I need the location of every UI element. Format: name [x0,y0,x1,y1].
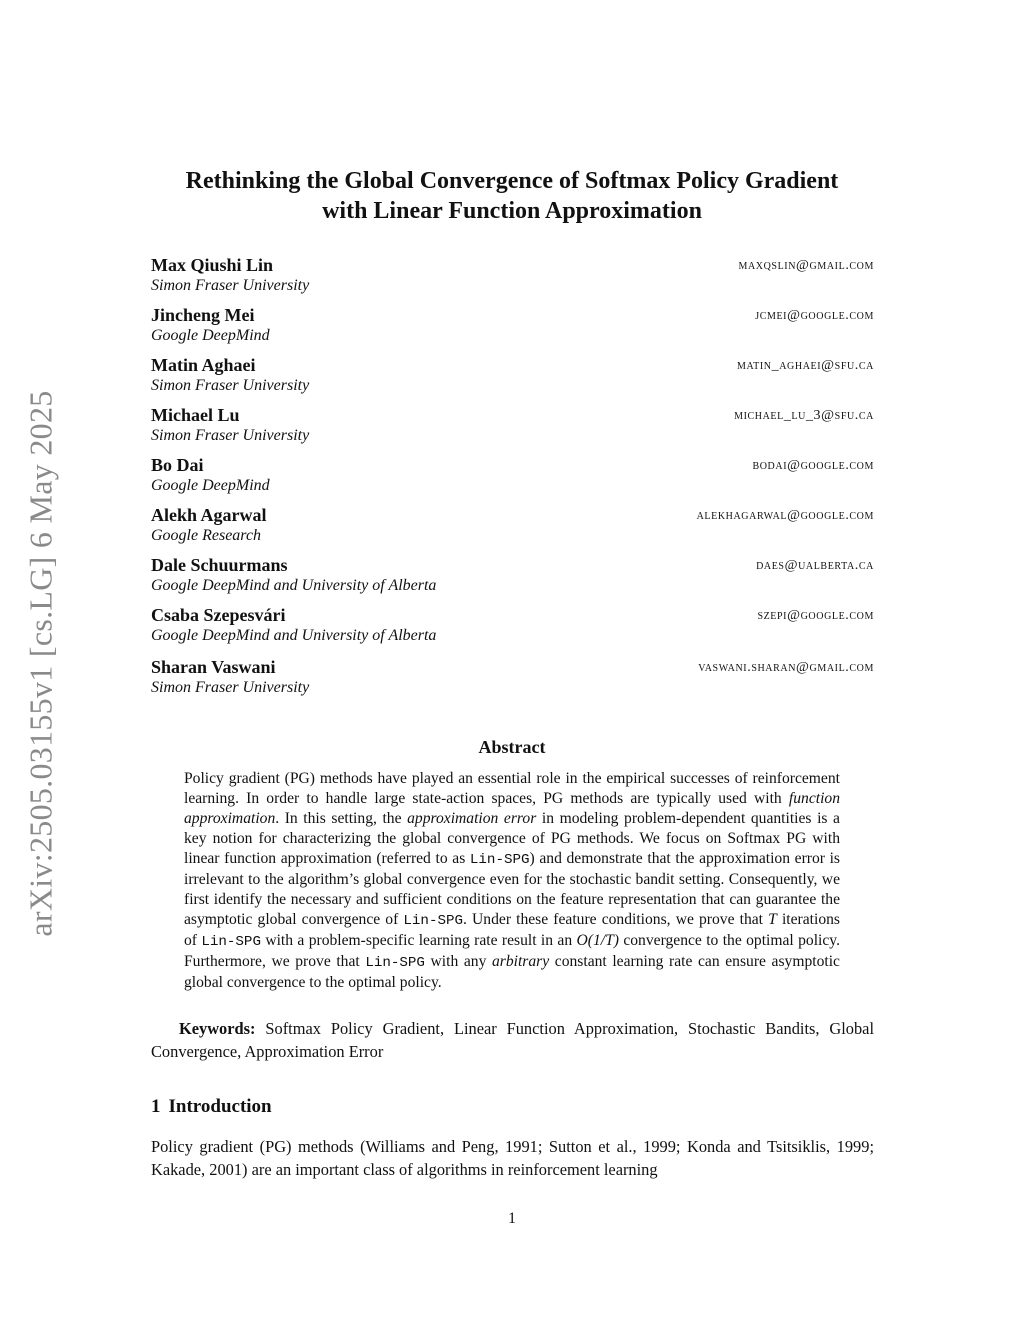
paper-title [140,166,884,226]
math-variable-t: T [768,911,777,928]
author-name: Sharan Vaswani [151,657,276,677]
author-block [151,254,874,304]
author-block [151,304,874,354]
lin-spg-code: Lin-SPG [403,913,464,929]
introduction-paragraph [151,1135,874,1181]
author-email[interactable]: alekhagarwal@google.com [696,508,874,523]
author-affiliation: Google Research [151,527,262,544]
lin-spg-code: Lin-SPG [365,955,425,971]
author-block [151,504,874,554]
abstract-text: in modeling problem-dependent quantities is a key notion for characterizing the global convergence of PG methods. We focus on Softmax PG with linear function approximation (referred to as [184,810,840,867]
author-affiliation: Simon Fraser University [151,277,310,294]
author-block [151,354,874,404]
author-email[interactable]: szepi@google.com [757,608,874,623]
author-block [151,554,874,604]
page-number: 1 [508,1210,516,1227]
abstract-emphasis: arbitrary [491,953,550,970]
author-affiliation: Simon Fraser University [151,377,310,394]
author-email[interactable]: bodai@google.com [752,458,874,473]
section-number: 1 [151,1096,161,1117]
abstract-text: constant learning rate can ensure asymptotic global convergence to the optimal policy. [184,953,840,991]
abstract-paragraph [184,769,840,993]
abstract-emphasis: approximation error [407,810,537,827]
author-affiliation: Google DeepMind [151,327,270,344]
intro-text: Policy gradient (PG) methods (Williams and Peng, 1991; Sutton et al., 1999; Konda and Tsitsiklis, 1999; Kakade, 2001) are an important class of algorithms in reinforcement learning [151,1137,874,1179]
author-list [151,254,874,706]
author-email[interactable]: vaswani.sharan@gmail.com [698,660,874,675]
keywords [151,1017,874,1063]
author-affiliation: Simon Fraser University [151,427,310,444]
abstract-text: ) and demonstrate that the approximation error is irrelevant to the algorithm’s global convergence even for the stochastic bandit setting. Consequently, we first identify the necessary and sufficient conditions on the feature representation that can guarantee the asymptotic global convergence of [184,850,840,928]
author-name: Michael Lu [151,405,240,425]
section-title: Introduction [168,1096,272,1117]
author-affiliation: Simon Fraser University [151,679,310,696]
math-big-o: O(1/T) [576,932,619,949]
author-email[interactable]: maxqslin@gmail.com [738,258,874,273]
author-name: Max Qiushi Lin [151,255,274,275]
lin-spg-code: Lin-SPG [201,934,261,950]
lin-spg-code: Lin-SPG [469,852,530,868]
arxiv-identifier-stamp [20,376,62,951]
abstract-text: with any [424,953,492,970]
author-email[interactable]: jcmei@google.com [755,308,874,323]
abstract-text: convergence to the optimal policy. Furthermore, we prove that [184,932,840,970]
author-name: Csaba Szepesvári [151,605,286,625]
author-name: Jincheng Mei [151,305,255,325]
paper-title-line-2: with Linear Function Approximation [322,198,702,224]
abstract-text: iterations of [184,911,840,949]
author-name: Matin Aghaei [151,355,256,375]
author-name: Bo Dai [151,455,204,475]
abstract-text: Policy gradient (PG) methods have played an essential role in the empirical successes of reinforcement learning. In order to handle large state-action spaces, PG methods are typically used with [184,770,840,807]
section-heading [151,1095,272,1119]
keywords-label: Keywords: [179,1019,256,1038]
author-email[interactable]: matin_aghaei@sfu.ca [736,358,874,373]
keywords-text: Softmax Policy Gradient, Linear Function Approximation, Stochastic Bandits, Global Convergence, Approximation Error [151,1019,874,1061]
abstract-emphasis: function approximation [184,790,840,827]
author-block [151,656,874,706]
author-email[interactable]: daes@ualberta.ca [756,558,874,573]
arxiv-identifier-text: arXiv:2505.03155v1 [cs.LG] 6 May 2025 [22,390,59,937]
author-name: Dale Schuurmans [151,555,288,575]
author-block [151,604,874,656]
author-email[interactable]: michael_lu_3@sfu.ca [734,408,874,423]
abstract-text: . In this setting, the [275,810,408,827]
abstract-heading: Abstract [478,737,546,757]
abstract-text: . Under these feature conditions, we prove that [463,911,769,928]
abstract-body [184,769,840,993]
paper-title-line-1: Rethinking the Global Convergence of Softmax Policy Gradient [185,168,839,194]
abstract-text: with a problem-specific learning rate result in an [260,932,577,949]
author-affiliation: Google DeepMind and University of Alberta [151,627,437,644]
author-block [151,404,874,454]
author-affiliation: Google DeepMind [151,477,270,494]
author-block [151,454,874,504]
author-affiliation: Google DeepMind and University of Alberta [151,577,437,594]
author-name: Alekh Agarwal [151,505,267,525]
